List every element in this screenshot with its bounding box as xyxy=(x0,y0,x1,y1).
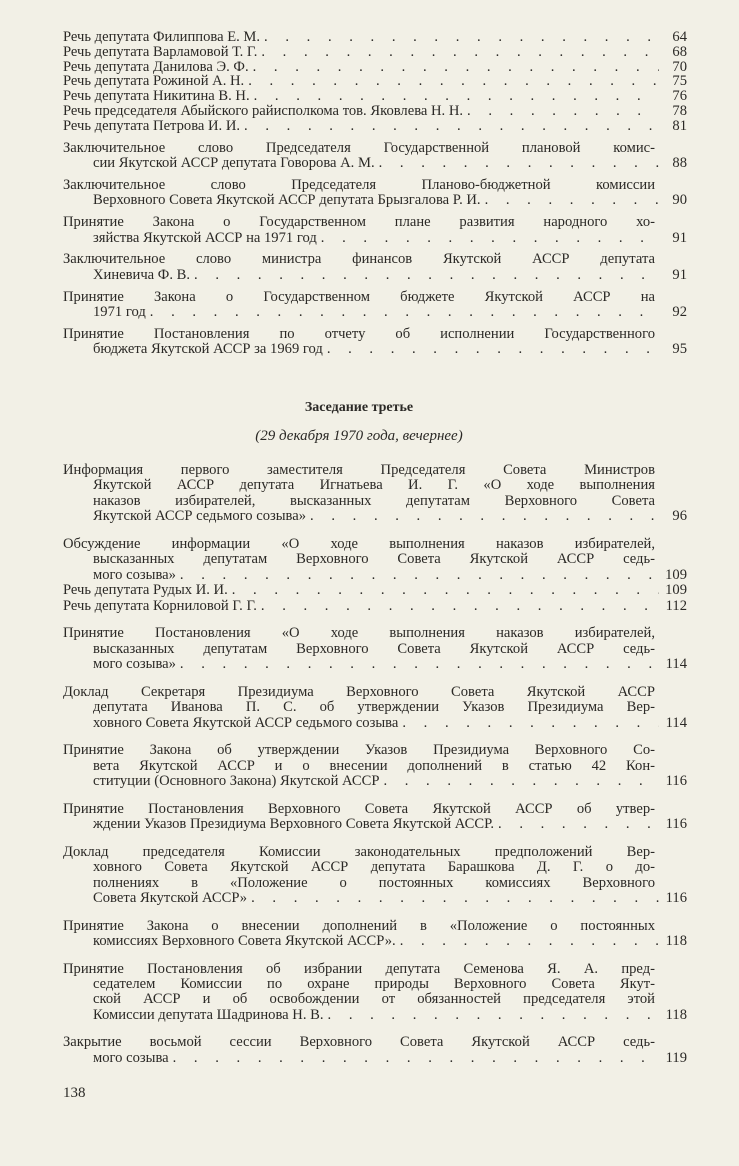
toc-page-number: 64 xyxy=(672,29,687,45)
toc-entry-last-line xyxy=(63,657,687,673)
toc-entry-line: зяйства Якутской АССР на 1971 год xyxy=(93,229,317,246)
dot-leader xyxy=(176,568,659,584)
toc-entry-last-line xyxy=(63,119,687,134)
dot-leader xyxy=(244,74,659,89)
toc-entry xyxy=(63,178,687,208)
toc-entry-last-line xyxy=(63,30,687,45)
toc-entry-line: вета Якутской АССР и о внесении дополнений в статью 42 Кон- xyxy=(93,758,655,774)
toc-entry-line: Закрытие восьмой сессии Верховного Совета Якутской АССР седь- xyxy=(63,1035,655,1051)
toc-entry xyxy=(63,1035,687,1066)
toc-entry xyxy=(63,119,687,134)
toc-entry-last-line xyxy=(63,1008,687,1024)
toc-entry-last-line xyxy=(63,1051,687,1067)
toc-entry-line: Принятие Закона о Государственном бюджете Якутской АССР на xyxy=(63,289,655,305)
toc-entry-line: Заключительное слово Председателя Государственной плановой комис- xyxy=(63,140,655,156)
section-subtitle: (29 декабря 1970 года, вечернее) xyxy=(255,428,463,444)
toc-entry-last-line xyxy=(63,774,687,790)
toc-entry-last-line xyxy=(63,104,687,119)
toc-entry xyxy=(63,802,687,833)
toc-entry-line: ской АССР и об освобождении от обязанностей председателя этой xyxy=(93,992,655,1008)
toc-entry-last-line xyxy=(63,231,687,246)
dot-leader xyxy=(481,193,659,208)
toc-entry xyxy=(63,74,687,89)
dot-leader xyxy=(257,45,659,60)
toc-entry-line: мого созыва xyxy=(93,1049,169,1066)
toc-entry-line: Принятие Постановления по отчету об исполнении Государственного xyxy=(63,326,655,342)
toc-entry-line: Доклад Секретаря Президиума Верховного Совета Якутской АССР xyxy=(63,684,655,700)
toc-entry-line: мого созыва» xyxy=(93,566,176,583)
toc-page-number: 109 xyxy=(665,582,687,599)
toc-entry xyxy=(63,463,687,525)
toc-entry-line: Принятие Постановления об избрании депутата Семенова Я. А. пред- xyxy=(63,961,655,977)
toc-entry-line: наказов избирателей, высказанных депутатам Верховного Совета xyxy=(93,493,655,509)
toc-entry-last-line xyxy=(63,891,687,907)
dot-leader xyxy=(494,817,659,833)
toc-entry-last-line xyxy=(63,193,687,208)
toc-entry-line: Заключительное слово министра финансов Якутской АССР депутата xyxy=(63,252,655,268)
toc-entry-line: Информация первого заместителя Председателя Совета Министров xyxy=(63,463,655,478)
toc-entry-line: Принятие Закона об утверждении Указов Президиума Верховного Со- xyxy=(63,743,655,759)
dot-leader xyxy=(247,891,659,907)
toc-entry xyxy=(63,626,687,672)
toc-entry-line: Доклад председателя Комиссии законодательных предположений Вер- xyxy=(63,844,655,860)
toc-entry-line: Речь председателя Абыйского райисполкома тов. Яковлева Н. Н. xyxy=(63,102,464,119)
dot-leader xyxy=(317,231,659,246)
toc-entry-line: высказанных депутатам Верховного Совета Якутской АССР седь- xyxy=(93,552,655,568)
dot-leader xyxy=(257,599,659,615)
toc-entry xyxy=(63,845,687,907)
dot-leader xyxy=(176,657,659,673)
toc-entry-line: Комиссии депутата Шадринова Н. В. xyxy=(93,1006,324,1023)
toc-entry-last-line xyxy=(63,568,687,584)
toc-page-number: 112 xyxy=(665,597,687,614)
toc-entry-line: Якутской АССР депутата Игнатьева И. Г. «О ходе выполнения xyxy=(93,478,655,494)
toc-entry xyxy=(63,685,687,731)
toc-entry xyxy=(63,743,687,789)
dot-leader xyxy=(323,342,659,357)
toc-page-number: 81 xyxy=(672,117,687,134)
toc-entry xyxy=(63,919,687,950)
toc-entry-line: полнениях в «Положение о постоянных комиссиях Верховного xyxy=(93,875,655,891)
toc-page-number: 118 xyxy=(665,1006,687,1023)
toc-entry-line: Якутской АССР седьмого созыва» xyxy=(93,508,307,525)
toc-entry-last-line xyxy=(63,934,687,950)
toc-entry-last-line xyxy=(63,583,687,599)
dot-leader xyxy=(240,119,659,134)
toc-page-number: 114 xyxy=(665,714,687,731)
toc-entry-line: депутата Иванова П. С. об утверждении Указов Президиума Вер- xyxy=(93,700,655,716)
dot-leader xyxy=(398,716,659,732)
toc-entry xyxy=(63,290,687,320)
toc-entry-line: ждении Указов Президиума Верховного Совета Якутской АССР. xyxy=(93,816,495,833)
toc-page-number: 76 xyxy=(672,88,687,105)
toc-entry-line: комиссиях Верховного Совета Якутской АССР». xyxy=(93,933,396,949)
toc-entry-last-line xyxy=(63,305,687,320)
toc-page-number: 118 xyxy=(665,933,687,949)
toc-page-number: 91 xyxy=(672,266,687,283)
toc-entry-line: бюджета Якутской АССР за 1969 год xyxy=(93,341,323,358)
toc-entry-line: седателем Комиссии по охране природы Верховного Совета Якут- xyxy=(93,976,655,992)
toc-entry-line: Речь депутата Петрова И. И. xyxy=(63,117,241,134)
toc-entry-line: Хиневича Ф. В. xyxy=(93,266,191,283)
dot-leader xyxy=(396,934,659,950)
toc-entry-last-line xyxy=(63,716,687,732)
toc-entry xyxy=(63,45,687,60)
toc-entry-line: Заключительное слово Председателя Планово-бюджетной комиссии xyxy=(63,177,655,193)
toc-entry-line: 1971 год xyxy=(93,304,146,321)
toc-entry-last-line xyxy=(63,60,687,75)
dot-leader xyxy=(169,1051,659,1067)
toc-entry xyxy=(63,30,687,45)
toc-entry-line: Речь депутата Рожиной А. Н. xyxy=(63,73,245,90)
toc-entry-last-line xyxy=(63,817,687,833)
toc-entry-line: Принятие Закона о Государственном плане развития народного хо- xyxy=(63,215,655,231)
toc-page-number: 116 xyxy=(665,890,687,907)
toc-entry-line: Речь депутата Данилова Э. Ф. xyxy=(63,58,249,75)
toc-entry xyxy=(63,537,687,583)
toc-entry-last-line xyxy=(63,45,687,60)
toc-entry-last-line xyxy=(63,509,687,525)
toc-entry xyxy=(63,104,687,119)
toc-page-number: 88 xyxy=(672,155,687,172)
dot-leader xyxy=(379,774,659,790)
toc-entry-line: Речь депутата Рудых И. И. xyxy=(63,582,228,599)
toc-entry-last-line xyxy=(63,156,687,171)
toc-entry-line: Принятие Постановления Верховного Совета Якутской АССР об утвер- xyxy=(63,801,655,817)
toc-entry-line: Принятие Закона о внесении дополнений в «Положение о постоянных xyxy=(63,918,655,934)
toc-page-number: 109 xyxy=(665,566,687,583)
toc-page-number: 90 xyxy=(672,192,687,209)
toc-entry xyxy=(63,962,687,1024)
toc-entry-line: мого созыва» xyxy=(93,656,176,673)
toc-entry xyxy=(63,583,687,599)
dot-leader xyxy=(260,30,659,45)
dot-leader xyxy=(306,509,659,525)
toc-entry-line: Речь депутата Никитина В. Н. xyxy=(63,88,250,105)
toc-entry-line: Принятие Постановления «О ходе выполнения наказов избирателей, xyxy=(63,626,655,642)
dot-leader xyxy=(146,305,659,320)
toc-list-bottom xyxy=(63,463,687,1066)
toc-entry xyxy=(63,252,687,282)
toc-page-number: 114 xyxy=(665,656,687,673)
toc-entry-line: Речь депутата Корниловой Г. Г. xyxy=(63,597,257,614)
toc-entry-line: Речь депутата Филиппова Е. М. xyxy=(63,29,261,45)
toc-entry-line: Обсуждение информации «О ходе выполнения наказов избирателей, xyxy=(63,536,655,552)
toc-page-number: 119 xyxy=(665,1049,687,1066)
toc-page-number: 91 xyxy=(672,229,687,246)
toc-entry xyxy=(63,327,687,357)
toc-entry-line: Совета Якутской АССР» xyxy=(93,890,248,907)
toc-page-number: 68 xyxy=(672,43,687,60)
toc-entry-line: высказанных депутатам Верховного Совета Якутской АССР седь- xyxy=(93,641,655,657)
toc-entry-line: Верховного Совета Якутской АССР депутата Брызгалова Р. И. xyxy=(93,192,481,209)
toc-entry-line: ституции (Основного Закона) Якутской АССР xyxy=(93,773,380,790)
toc-page-number: 70 xyxy=(672,58,687,75)
toc-page-number: 92 xyxy=(672,304,687,321)
section-title: Заседание третье xyxy=(304,400,414,415)
dot-leader xyxy=(250,89,659,104)
toc-entry-last-line xyxy=(63,268,687,283)
page-number: 138 xyxy=(63,1085,86,1101)
toc-entry xyxy=(63,60,687,75)
toc-entry-last-line xyxy=(63,74,687,89)
toc-entry-line: сии Якутской АССР депутата Говорова А. М. xyxy=(93,155,375,172)
dot-leader xyxy=(375,156,659,171)
toc-page-number: 96 xyxy=(672,508,687,525)
toc-entry-line: Речь депутата Варламовой Т. Г. xyxy=(63,43,258,60)
toc-entry xyxy=(63,215,687,245)
toc-entry-last-line xyxy=(63,342,687,357)
dot-leader xyxy=(249,60,659,75)
toc-entry-line: ховного Совета Якутской АССР депутата Барашкова Д. Г. о до- xyxy=(93,860,655,876)
toc-entry xyxy=(63,599,687,615)
toc-entry-last-line xyxy=(63,599,687,615)
dot-leader xyxy=(463,104,659,119)
toc-entry-line: ховного Совета Якутской АССР седьмого созыва xyxy=(93,714,399,731)
toc-entry xyxy=(63,89,687,104)
toc-list-top xyxy=(63,30,687,357)
toc-page-number: 75 xyxy=(672,73,687,90)
toc-entry-last-line xyxy=(63,89,687,104)
toc-page-number: 116 xyxy=(665,816,687,833)
toc-entry xyxy=(63,141,687,171)
dot-leader xyxy=(228,583,659,599)
dot-leader xyxy=(324,1008,659,1024)
toc-page-number: 78 xyxy=(672,102,687,119)
toc-page-number: 95 xyxy=(672,341,687,358)
toc-page-number: 116 xyxy=(665,773,687,790)
dot-leader xyxy=(190,268,659,283)
